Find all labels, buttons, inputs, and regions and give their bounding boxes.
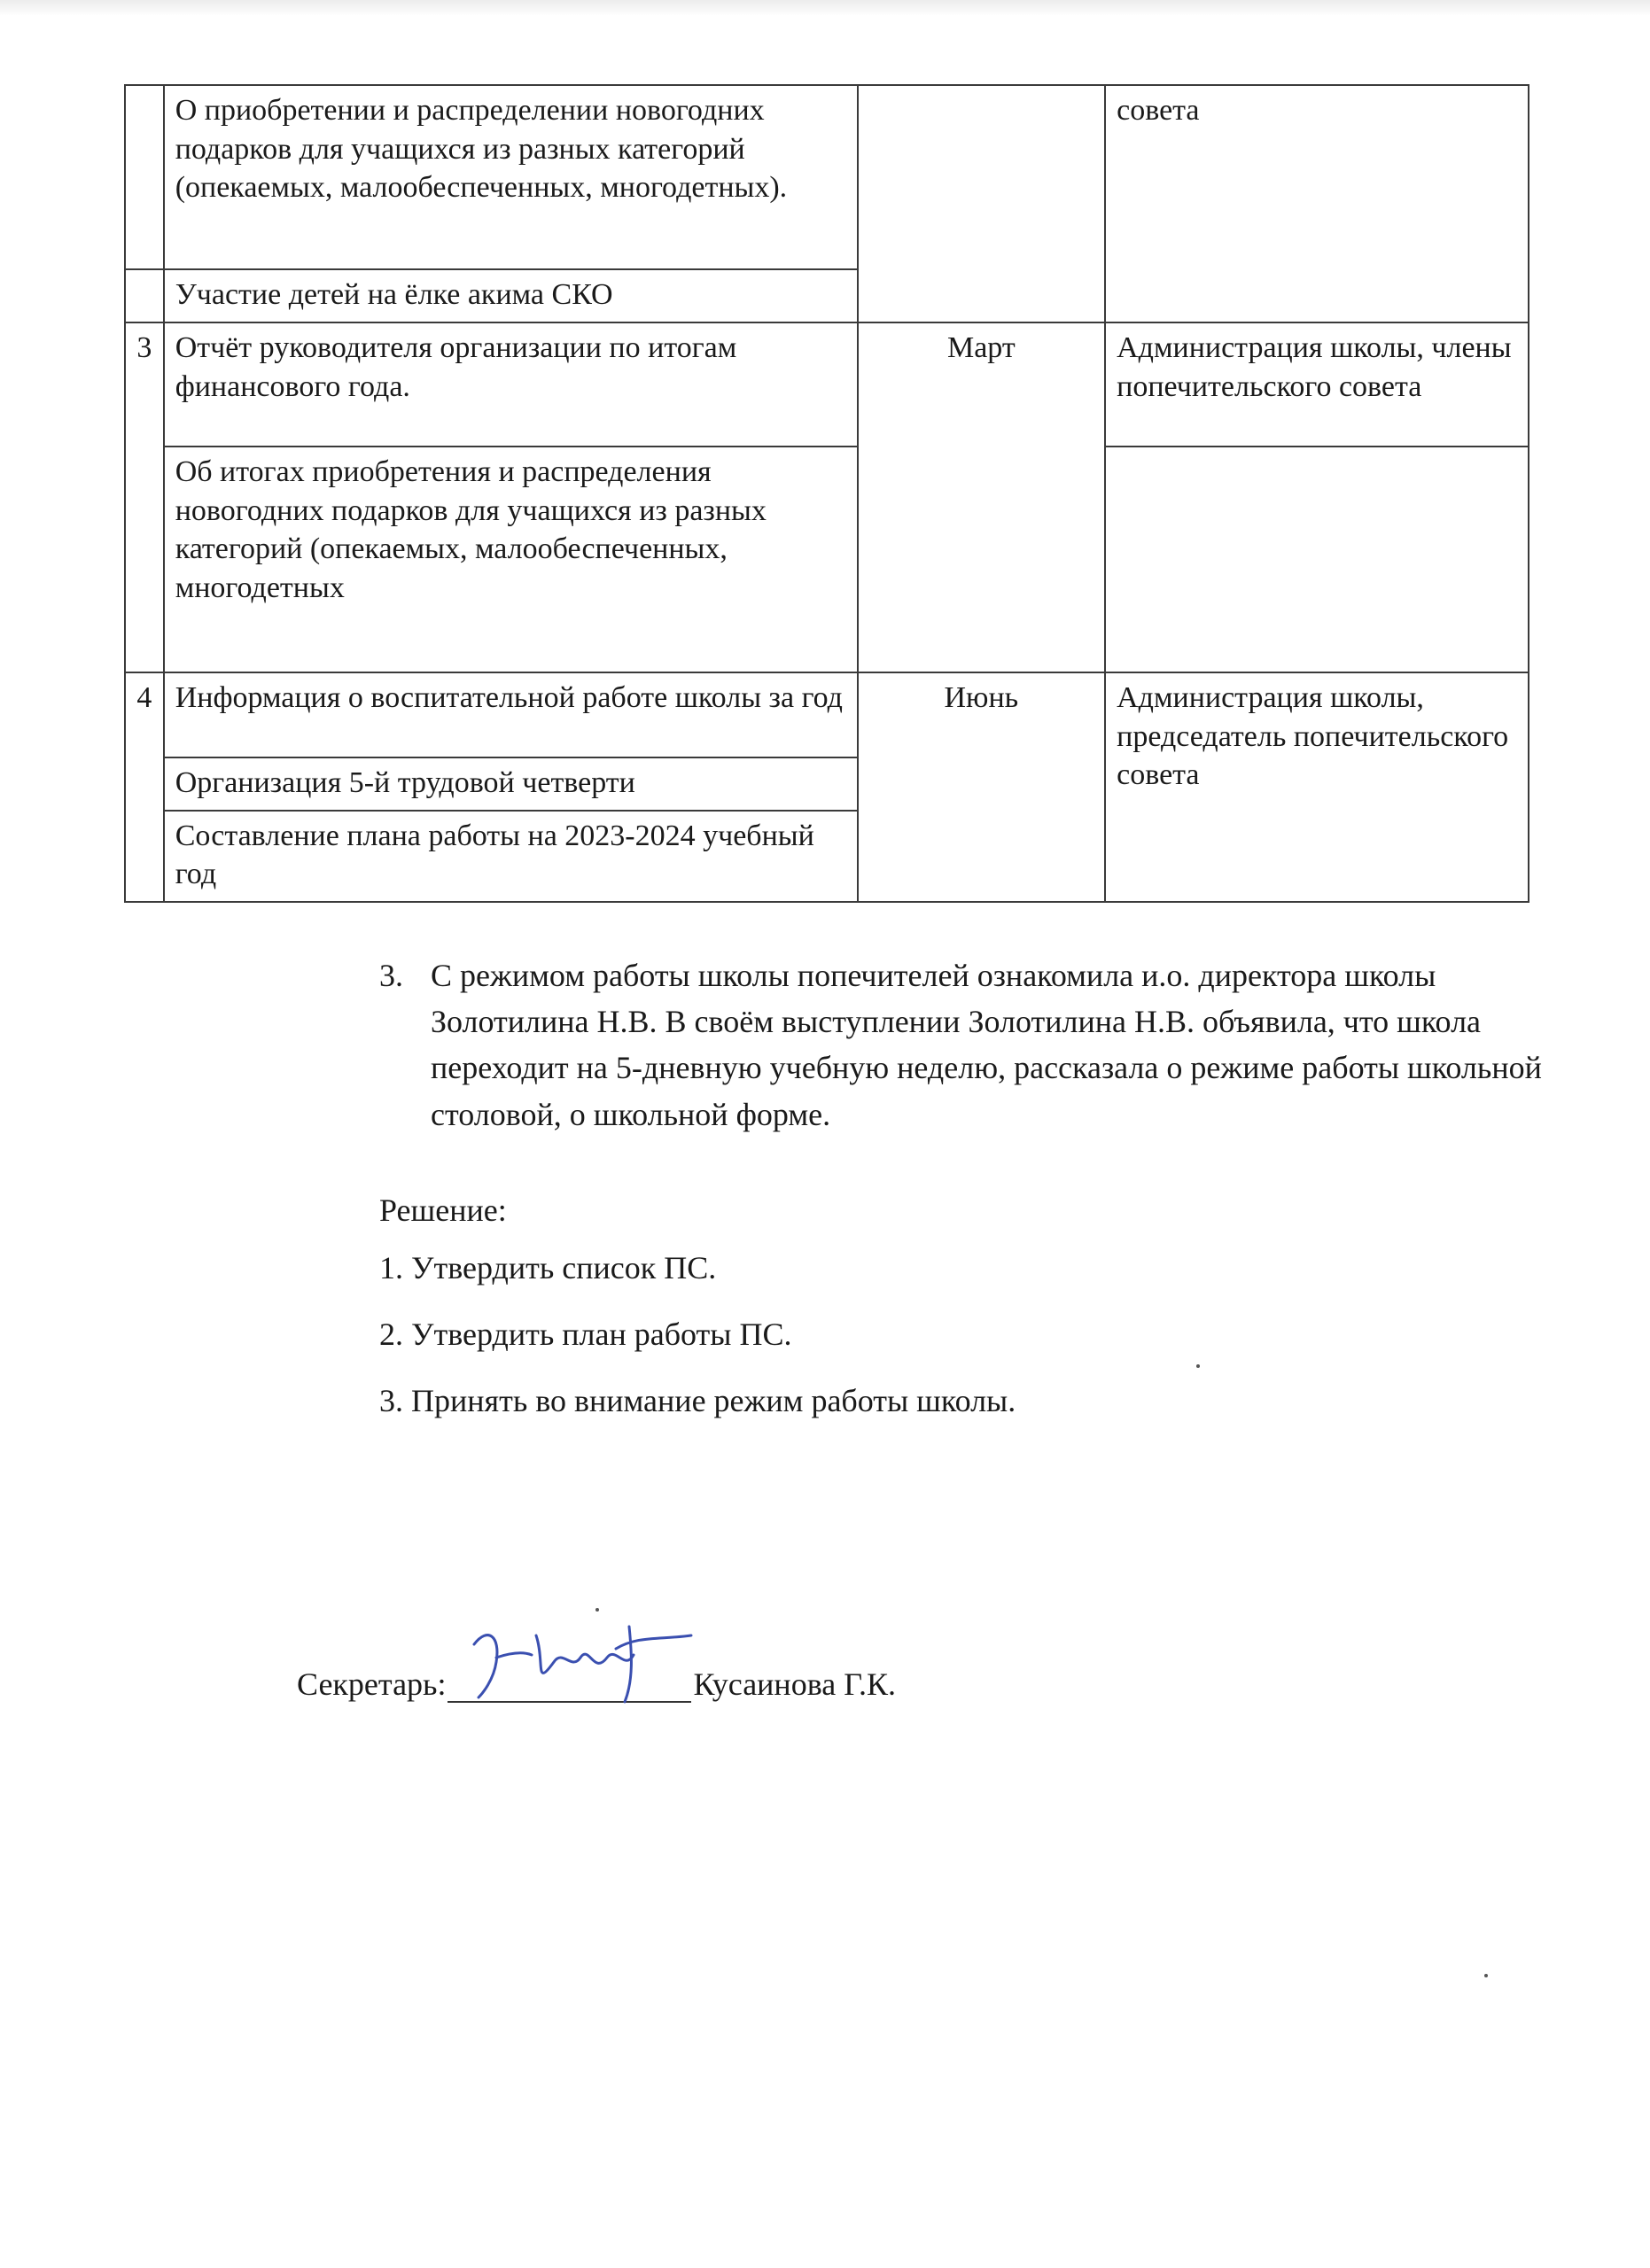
handwritten-signature — [448, 1609, 696, 1706]
responsible-cell: Администрация школы, члены попечительского совета — [1105, 322, 1529, 447]
topic-cell: Организация 5-й трудовой четверти — [164, 757, 858, 811]
topic-cell: Участие детей на ёлке акима СКО — [164, 269, 858, 322]
decision-title: Решение: — [379, 1192, 507, 1228]
row-number: 3 — [125, 322, 164, 672]
secretary-name: Кусаинова Г.К. — [693, 1666, 896, 1702]
decision-item: 1. Утвердить список ПС. — [379, 1250, 717, 1285]
row-number: 4 — [125, 672, 164, 902]
scan-speck — [1196, 1364, 1200, 1368]
row-number — [125, 269, 164, 322]
paragraph-item-3 — [379, 952, 1549, 1138]
responsible-cell: совета — [1105, 85, 1529, 322]
topic-cell: О приобретении и распределении новогодних подарков для учащихся из разных категорий (опекаемых, малообеспеченных, многодетных). — [164, 85, 858, 269]
item-text: С режимом работы школы попечителей ознакомила и.о. директора школы Золотилина Н.В. В своём выступлении Золотилина Н.В. объявила, что школа переходит на 5-дневную учебную неделю, рассказала о режиме работы школьной столовой, о школьной форме. — [431, 958, 1542, 1132]
topic-cell: Составление плана работы на 2023-2024 учебный год — [164, 811, 858, 902]
topic-cell: Отчёт руководителя организации по итогам финансового года. — [164, 322, 858, 447]
scan-speck — [595, 1608, 599, 1612]
topic-cell: Информация о воспитательной работе школы за год — [164, 672, 858, 757]
decision-item: 2. Утвердить план работы ПС. — [379, 1317, 792, 1352]
signature-block — [297, 1657, 896, 1703]
row-number — [125, 85, 164, 269]
month-cell: Июнь — [858, 672, 1106, 902]
responsible-cell: Администрация школы, председатель попечительского совета — [1105, 672, 1529, 902]
table-row — [125, 447, 1529, 672]
scan-speck — [1484, 1974, 1488, 1977]
responsible-cell — [1105, 447, 1529, 672]
signature-label: Секретарь: — [297, 1666, 447, 1702]
topic-cell: Об итогах приобретения и распределения новогодних подарков для учащихся из разных категорий (опекаемых, малообеспеченных, многодетных — [164, 447, 858, 672]
scan-edge — [0, 0, 1650, 16]
item-number: 3. — [379, 958, 403, 993]
month-cell: Март — [858, 322, 1106, 672]
decision-item: 3. Принять во внимание режим работы школы. — [379, 1383, 1016, 1418]
table-row — [125, 672, 1529, 757]
work-plan-table — [124, 84, 1529, 903]
month-cell — [858, 85, 1106, 322]
signature-line — [448, 1657, 691, 1703]
table-row — [125, 322, 1529, 447]
table-row — [125, 85, 1529, 269]
